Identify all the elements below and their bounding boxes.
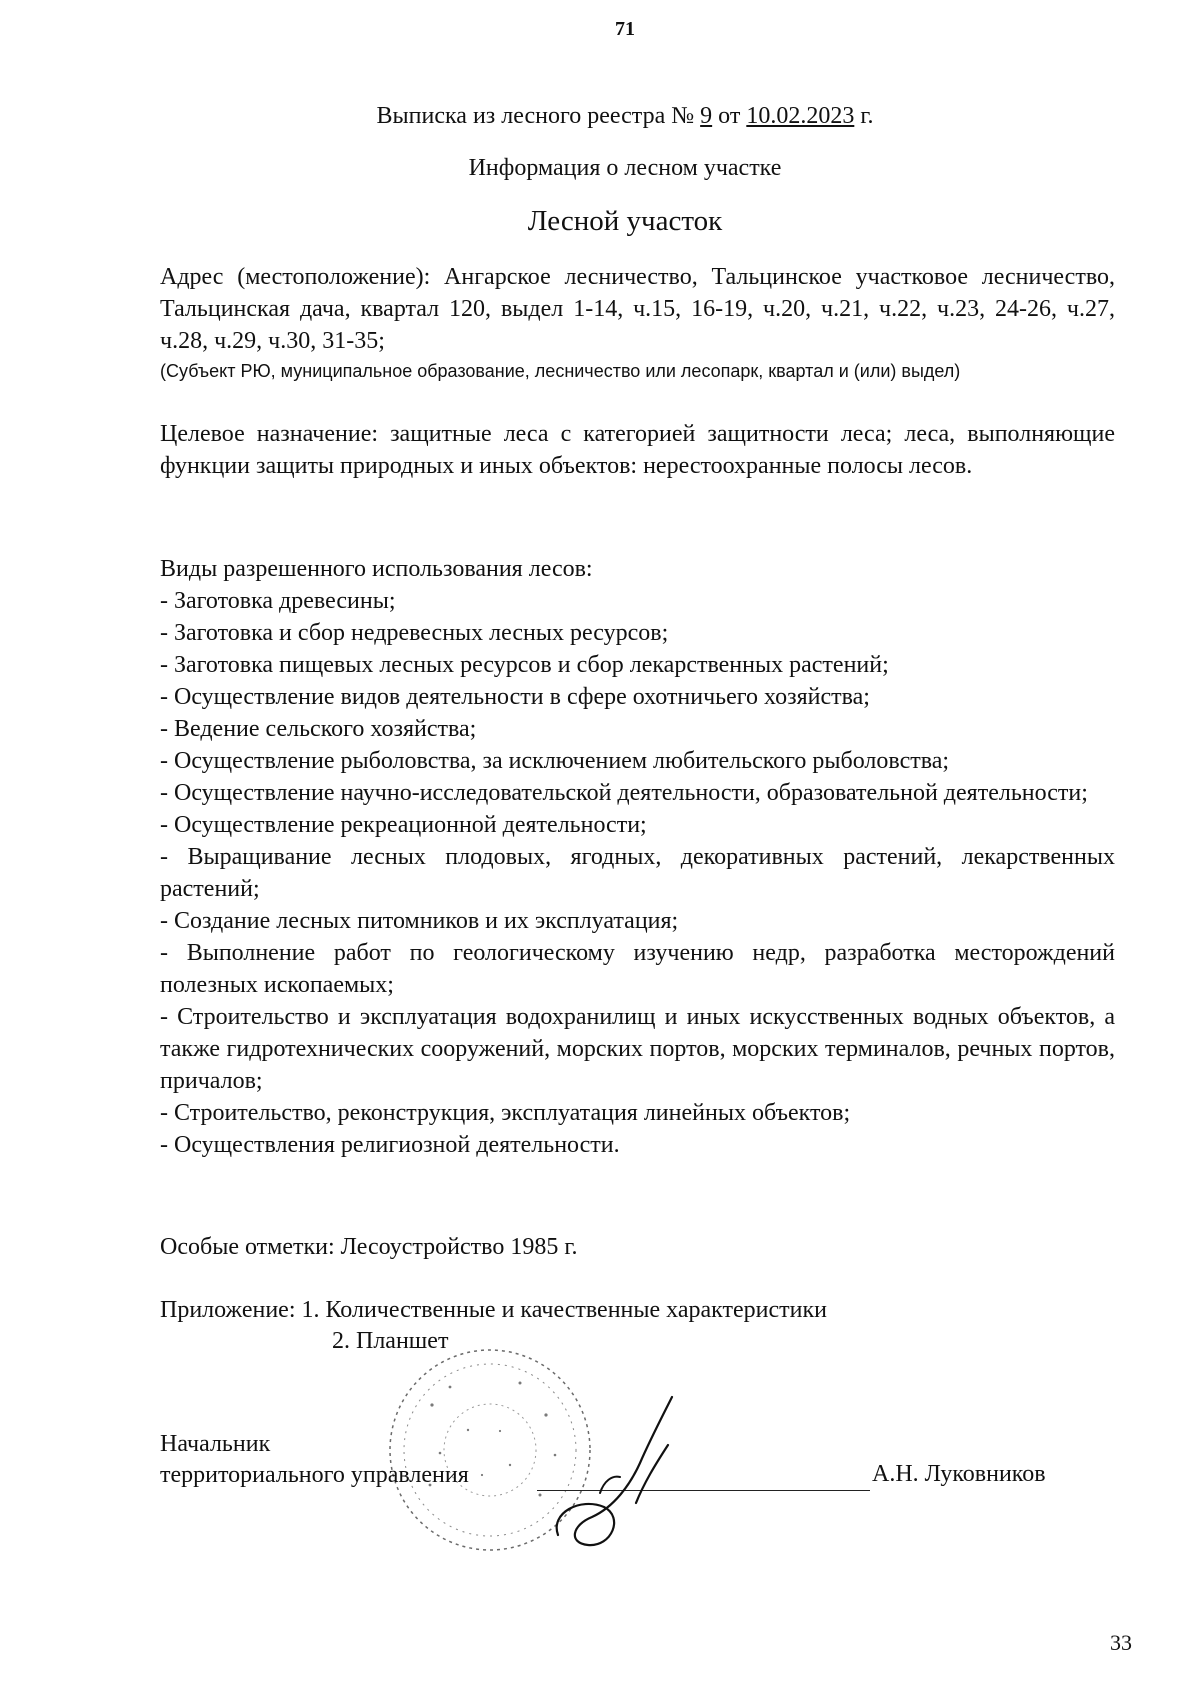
plot-heading: Лесной участок [527,205,723,237]
list-item: - Осуществление рыболовства, за исключением любительского рыболовства; [160,748,950,774]
handwritten-signature [540,1385,690,1560]
list-item: - Создание лесных питомников и их эксплуатация; [160,908,679,934]
info-title: Информация о лесном участке [468,155,782,181]
uses-heading: Виды разрешенного использования лесов: [160,556,593,582]
list-item: - Заготовка и сбор недревесных лесных ресурсов; [160,620,669,646]
list-item: - Осуществления религиозной деятельности. [160,1132,620,1158]
signatory-position [160,1429,469,1491]
list-item: - Выполнение работ по геологическому изучению недр, разработка месторождений полезных ископаемых; [160,940,1115,998]
extract-date: 10.02.2023 [746,103,855,129]
address-note: (Субъект РЮ, муниципальное образование, лесничество или лесопарк, квартал и (или) выдел) [160,361,961,381]
list-item: - Выращивание лесных плодовых, ягодных, декоративных растений, лекарственных растений; [160,844,1115,902]
purpose-paragraph: Целевое назначение: защитные леса с категорией защитности леса; леса, выполняющие функции защиты природных и иных объектов: нерестоохранные полосы лесов. [160,421,1115,479]
position-line-2: территориального управления [160,1462,469,1488]
position-line-1: Начальник [160,1431,271,1457]
appendix-line-1: Приложение: 1. Количественные и качественные характеристики [160,1297,827,1323]
list-item: - Строительство, реконструкция, эксплуатация линейных объектов; [160,1100,851,1126]
list-item: - Заготовка древесины; [160,588,396,614]
extract-from: от [712,103,747,129]
extract-title [0,103,1200,130]
address-paragraph: Адрес (местоположение): Ангарское лесничество, Тальцинское участковое лесничество, Тальцинская дача, квартал 120, выдел 1-14, ч.15, 16-19, ч.20, ч.21, ч.22, ч.23, 24-26, ч.27, ч.28, ч.29, ч.30, 31-35; [160,264,1115,354]
page-number-top: 71 [615,18,635,40]
list-item: - Ведение сельского хозяйства; [160,716,477,742]
extract-suffix: г. [854,103,874,129]
list-item: - Строительство и эксплуатация водохранилищ и иных искусственных водных объектов, а также гидротехнических сооружений, морских портов, морских терминалов, речных портов, причалов; [160,1004,1115,1094]
list-item: - Осуществление видов деятельности в сфере охотничьего хозяйства; [160,684,870,710]
extract-number: 9 [700,103,713,129]
list-item: - Осуществление научно-исследовательской деятельности, образовательной деятельности; [160,780,1088,806]
appendix-line-2: 2. Планшет [332,1328,449,1354]
signer-name: А.Н. Луковников [872,1461,1046,1487]
list-item: - Осуществление рекреационной деятельности; [160,812,647,838]
page-number-bottom: 33 [1110,1630,1132,1655]
uses-list [160,585,1115,1161]
special-marks: Особые отметки: Лесоустройство 1985 г. [160,1234,578,1260]
list-item: - Заготовка пищевых лесных ресурсов и сбор лекарственных растений; [160,652,889,678]
extract-prefix: Выписка из лесного реестра № [376,103,701,129]
